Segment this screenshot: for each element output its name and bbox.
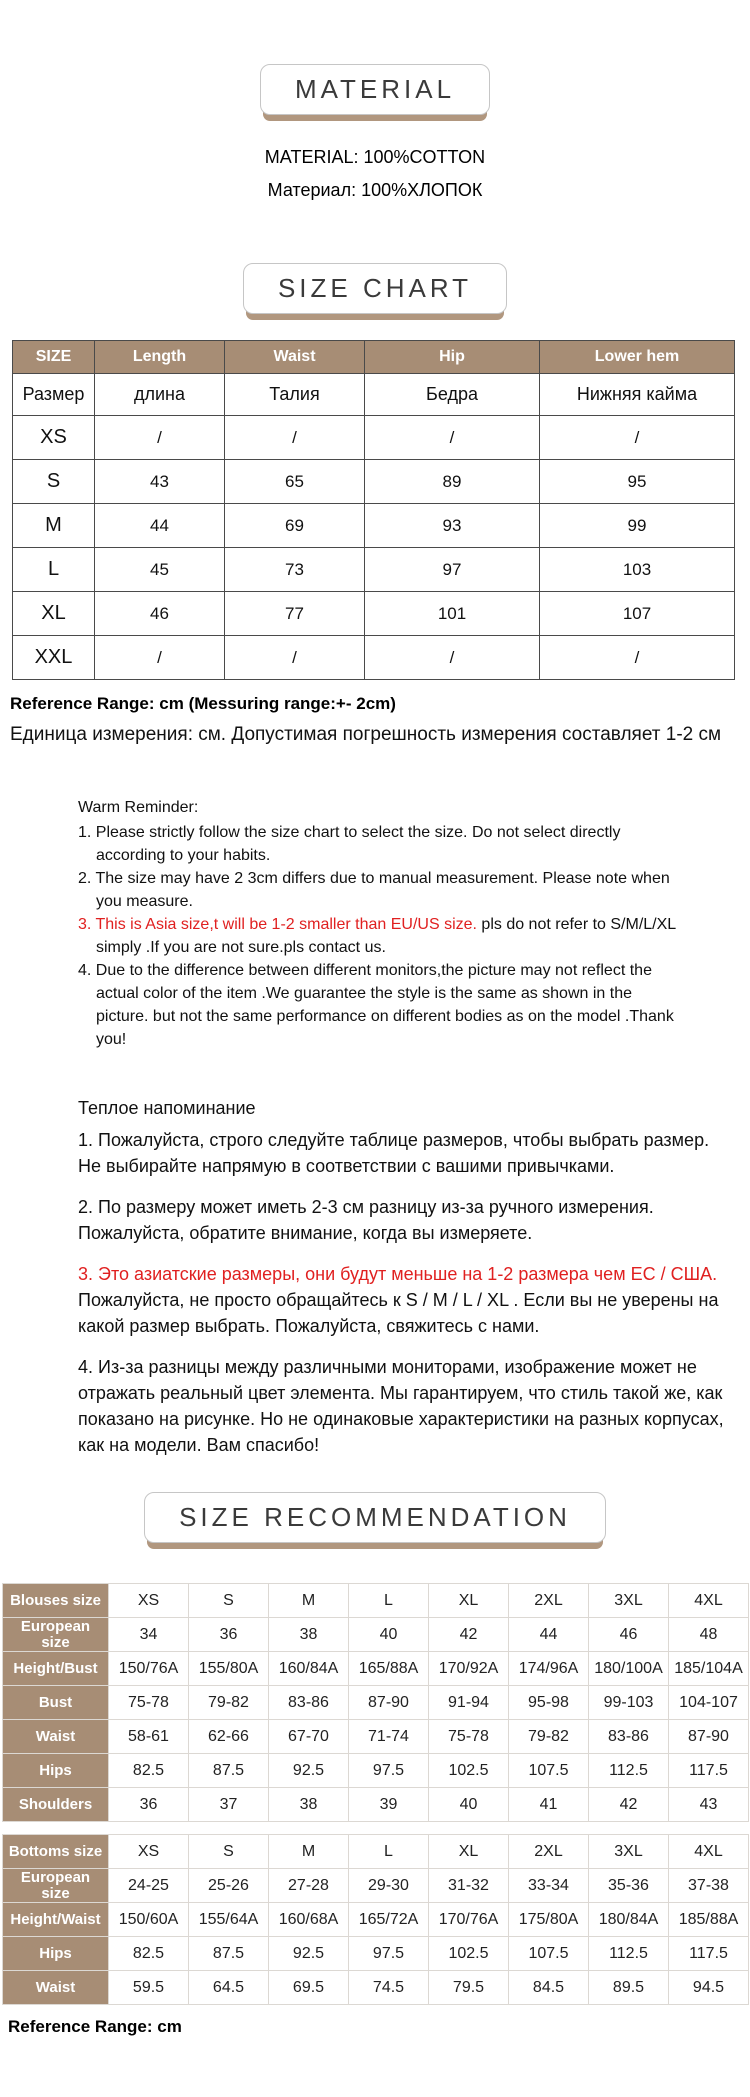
recommendation-value-cell: 107.5 bbox=[509, 1754, 589, 1788]
recommendation-value-cell: XS bbox=[109, 1584, 189, 1618]
material-info bbox=[0, 141, 750, 207]
recommendation-label-cell: Hips bbox=[3, 1754, 109, 1788]
recommendation-value-cell: 39 bbox=[349, 1788, 429, 1822]
warm-reminder-en bbox=[78, 796, 684, 1051]
recommendation-label-cell: Bottoms size bbox=[3, 1835, 109, 1869]
recommendation-row bbox=[3, 1937, 749, 1971]
recommendation-value-cell: 117.5 bbox=[669, 1754, 749, 1788]
recommendation-value-cell: 2XL bbox=[509, 1835, 589, 1869]
size-chart-value-cell: 69 bbox=[225, 504, 365, 548]
recommendation-value-cell: 2XL bbox=[509, 1584, 589, 1618]
recommendation-value-cell: 87.5 bbox=[189, 1937, 269, 1971]
size-chart-value-cell: 107 bbox=[540, 592, 735, 636]
column-header-length-ru: длина bbox=[95, 374, 225, 416]
warm-reminder-ru-item-1: 1. Пожалуйста, строго следуйте таблице размеров, чтобы выбрать размер. Не выбирайте напрямую в соответствии с вашими привычками. bbox=[78, 1130, 710, 1176]
recommendation-value-cell: 79-82 bbox=[189, 1686, 269, 1720]
recommendation-value-cell: 34 bbox=[109, 1618, 189, 1652]
recommendation-value-cell: 84.5 bbox=[509, 1971, 589, 2005]
size-chart-row bbox=[13, 460, 735, 504]
size-chart-value-cell: 46 bbox=[95, 592, 225, 636]
column-header-lower-hem: Lower hem bbox=[540, 341, 735, 374]
recommendation-value-cell: 48 bbox=[669, 1618, 749, 1652]
size-chart-size-cell: XL bbox=[13, 592, 95, 636]
size-chart-value-cell: 97 bbox=[365, 548, 540, 592]
column-header-hip: Hip bbox=[365, 341, 540, 374]
recommendation-value-cell: 83-86 bbox=[589, 1720, 669, 1754]
recommendation-reference: Reference Range: cm bbox=[8, 2017, 182, 2036]
recommendation-row bbox=[3, 1686, 749, 1720]
warm-reminder-item-4: 4. Due to the difference between different monitors,the picture may not reflect the actual color of the item .We guarantee the style is the same as shown in the picture. but not the same performance on different bodies as on the model .Thank you! bbox=[78, 962, 674, 1048]
recommendation-label-cell: Hips bbox=[3, 1937, 109, 1971]
size-chart-value-cell: 99 bbox=[540, 504, 735, 548]
column-header-hip-ru: Бедра bbox=[365, 374, 540, 416]
recommendation-value-cell: 165/88A bbox=[349, 1652, 429, 1686]
size-chart-header-row-en bbox=[13, 341, 735, 374]
warm-reminder-ru-item-3-rest: Пожалуйста, не просто обращайтесь к S / M / L / XL . Если вы не уверены на какой размер выбрать. Пожалуйста, свяжитесь с нами. bbox=[78, 1290, 719, 1336]
recommendation-value-cell: 150/60A bbox=[109, 1903, 189, 1937]
recommendation-value-cell: 74.5 bbox=[349, 1971, 429, 2005]
size-chart-section-header bbox=[0, 263, 750, 314]
recommendation-value-cell: 155/64A bbox=[189, 1903, 269, 1937]
recommendation-value-cell: 112.5 bbox=[589, 1937, 669, 1971]
material-line-en: MATERIAL: 100%COTTON bbox=[264, 147, 486, 167]
size-chart-value-cell: 43 bbox=[95, 460, 225, 504]
recommendation-value-cell: 87.5 bbox=[189, 1754, 269, 1788]
warm-reminder-ru-item-3-alert: 3. Это азиатские размеры, они будут меньше на 1-2 размера чем ЕС / США. bbox=[78, 1264, 718, 1284]
recommendation-value-cell: 117.5 bbox=[669, 1937, 749, 1971]
recommendation-value-cell: 94.5 bbox=[669, 1971, 749, 2005]
recommendation-value-cell: 41 bbox=[509, 1788, 589, 1822]
size-chart-row bbox=[13, 416, 735, 460]
size-chart-row bbox=[13, 636, 735, 680]
size-chart-value-cell: / bbox=[365, 636, 540, 680]
recommendation-value-cell: 27-28 bbox=[269, 1869, 349, 1903]
recommendation-row bbox=[3, 1788, 749, 1822]
recommendation-value-cell: 3XL bbox=[589, 1835, 669, 1869]
recommendation-value-cell: 95-98 bbox=[509, 1686, 589, 1720]
recommendation-value-cell: 150/76A bbox=[109, 1652, 189, 1686]
recommendation-value-cell: 37 bbox=[189, 1788, 269, 1822]
size-chart-value-cell: 89 bbox=[365, 460, 540, 504]
recommendation-value-cell: 170/92A bbox=[429, 1652, 509, 1686]
recommendation-value-cell: 40 bbox=[349, 1618, 429, 1652]
recommendation-label-cell: European size bbox=[3, 1869, 109, 1903]
recommendation-label-cell: Waist bbox=[3, 1971, 109, 2005]
recommendation-value-cell: 99-103 bbox=[589, 1686, 669, 1720]
recommendation-value-cell: 40 bbox=[429, 1788, 509, 1822]
recommendation-value-cell: 102.5 bbox=[429, 1937, 509, 1971]
material-title: MATERIAL bbox=[260, 64, 490, 115]
size-recommendation-title: SIZE RECOMMENDATION bbox=[144, 1492, 606, 1543]
recommendation-value-cell: 160/68A bbox=[269, 1903, 349, 1937]
recommendation-row bbox=[3, 1618, 749, 1652]
recommendation-value-cell: 91-94 bbox=[429, 1686, 509, 1720]
size-chart-body bbox=[13, 416, 735, 680]
size-chart-value-cell: / bbox=[365, 416, 540, 460]
recommendation-value-cell: 75-78 bbox=[109, 1686, 189, 1720]
recommendation-value-cell: M bbox=[269, 1584, 349, 1618]
recommendation-value-cell: 59.5 bbox=[109, 1971, 189, 2005]
recommendation-row bbox=[3, 1754, 749, 1788]
warm-reminder-item-3-rest: pls do not refer to S/M/L/XL simply .If you are not sure.pls contact us. bbox=[96, 916, 676, 956]
recommendation-value-cell: 46 bbox=[589, 1618, 669, 1652]
recommendation-value-cell: 29-30 bbox=[349, 1869, 429, 1903]
recommendation-value-cell: 35-36 bbox=[589, 1869, 669, 1903]
warm-reminder-item-2: 2. The size may have 2 3cm differs due to manual measurement. Please note when you measure. bbox=[78, 870, 670, 910]
recommendation-value-cell: 24-25 bbox=[109, 1869, 189, 1903]
recommendation-row bbox=[3, 1903, 749, 1937]
recommendation-row bbox=[3, 1652, 749, 1686]
recommendation-value-cell: 174/96A bbox=[509, 1652, 589, 1686]
recommendation-value-cell: 87-90 bbox=[349, 1686, 429, 1720]
size-chart-size-cell: S bbox=[13, 460, 95, 504]
warm-reminder-item-3-alert: 3. This is Asia size,t will be 1-2 smaller than EU/US size. bbox=[78, 916, 477, 933]
recommendation-value-cell: 155/80A bbox=[189, 1652, 269, 1686]
recommendation-value-cell: M bbox=[269, 1835, 349, 1869]
column-header-lower-hem-ru: Нижняя кайма bbox=[540, 374, 735, 416]
size-chart-table bbox=[12, 340, 735, 680]
warm-reminder-item-3 bbox=[78, 913, 684, 959]
recommendation-value-cell: 25-26 bbox=[189, 1869, 269, 1903]
recommendation-label-cell: Shoulders bbox=[3, 1788, 109, 1822]
recommendation-value-cell: S bbox=[189, 1835, 269, 1869]
size-chart-value-cell: / bbox=[540, 416, 735, 460]
size-chart-row bbox=[13, 504, 735, 548]
size-chart-size-cell: L bbox=[13, 548, 95, 592]
recommendation-value-cell: 31-32 bbox=[429, 1869, 509, 1903]
column-header-waist: Waist bbox=[225, 341, 365, 374]
recommendation-value-cell: 180/84A bbox=[589, 1903, 669, 1937]
recommendation-value-cell: 97.5 bbox=[349, 1754, 429, 1788]
recommendation-value-cell: S bbox=[189, 1584, 269, 1618]
rec-blouses-body bbox=[3, 1584, 749, 1822]
recommendation-label-cell: Blouses size bbox=[3, 1584, 109, 1618]
warm-reminder-ru-item-4: 4. Из-за разницы между различными мониторами, изображение может не отражать реальный цвет элемента. Мы гарантируем, что стиль такой же, как показано на рисунке. Но не одинаковые характеристики на разных корпусах, как на модели. Вам спасибо! bbox=[78, 1357, 724, 1455]
recommendation-row bbox=[3, 1869, 749, 1903]
recommendation-label-cell: Bust bbox=[3, 1686, 109, 1720]
recommendation-value-cell: 37-38 bbox=[669, 1869, 749, 1903]
size-chart-title: SIZE CHART bbox=[243, 263, 507, 314]
recommendation-value-cell: 102.5 bbox=[429, 1754, 509, 1788]
recommendation-value-cell: 89.5 bbox=[589, 1971, 669, 2005]
recommendation-value-cell: XS bbox=[109, 1835, 189, 1869]
recommendation-value-cell: 79.5 bbox=[429, 1971, 509, 2005]
column-header-size-ru: Размер bbox=[13, 374, 95, 416]
recommendation-label-cell: Height/Waist bbox=[3, 1903, 109, 1937]
recommendation-value-cell: 62-66 bbox=[189, 1720, 269, 1754]
recommendation-value-cell: 44 bbox=[509, 1618, 589, 1652]
recommendation-value-cell: 112.5 bbox=[589, 1754, 669, 1788]
recommendation-label-cell: European size bbox=[3, 1618, 109, 1652]
recommendation-value-cell: 175/80A bbox=[509, 1903, 589, 1937]
recommendation-label-cell: Height/Bust bbox=[3, 1652, 109, 1686]
column-header-length: Length bbox=[95, 341, 225, 374]
column-header-waist-ru: Талия bbox=[225, 374, 365, 416]
recommendation-value-cell: 97.5 bbox=[349, 1937, 429, 1971]
recommendation-value-cell: 4XL bbox=[669, 1584, 749, 1618]
recommendation-value-cell: 43 bbox=[669, 1788, 749, 1822]
recommendation-value-cell: 69.5 bbox=[269, 1971, 349, 2005]
recommendation-value-cell: 82.5 bbox=[109, 1754, 189, 1788]
recommendation-value-cell: 107.5 bbox=[509, 1937, 589, 1971]
warm-reminder-ru-item-2: 2. По размеру может иметь 2-3 см разницу из-за ручного измерения. Пожалуйста, обратите внимание, когда вы измеряете. bbox=[78, 1197, 654, 1243]
size-chart-value-cell: 77 bbox=[225, 592, 365, 636]
recommendation-value-cell: L bbox=[349, 1835, 429, 1869]
size-chart-value-cell: 45 bbox=[95, 548, 225, 592]
recommendation-value-cell: 42 bbox=[589, 1788, 669, 1822]
recommendation-value-cell: 170/76A bbox=[429, 1903, 509, 1937]
recommendation-row bbox=[3, 1971, 749, 2005]
size-chart-value-cell: 65 bbox=[225, 460, 365, 504]
recommendation-value-cell: 38 bbox=[269, 1618, 349, 1652]
recommendation-value-cell: 79-82 bbox=[509, 1720, 589, 1754]
recommendation-value-cell: 165/72A bbox=[349, 1903, 429, 1937]
recommendation-value-cell: 33-34 bbox=[509, 1869, 589, 1903]
size-chart-reference-ru: Единица измерения: см. Допустимая погрешность измерения составляет 1-2 см bbox=[10, 724, 722, 745]
material-section-header bbox=[0, 64, 750, 115]
size-chart-value-cell: / bbox=[225, 636, 365, 680]
material-line-ru: Материал: 100%ХЛОПОК bbox=[267, 180, 483, 200]
recommendation-value-cell: 75-78 bbox=[429, 1720, 509, 1754]
recommendation-value-cell: 82.5 bbox=[109, 1937, 189, 1971]
recommendation-row bbox=[3, 1584, 749, 1618]
size-chart-value-cell: / bbox=[540, 636, 735, 680]
blouses-size-table bbox=[2, 1583, 749, 1822]
recommendation-value-cell: 3XL bbox=[589, 1584, 669, 1618]
warm-reminder-ru-item-3 bbox=[78, 1261, 724, 1339]
recommendation-value-cell: 83-86 bbox=[269, 1686, 349, 1720]
size-chart-value-cell: 103 bbox=[540, 548, 735, 592]
recommendation-value-cell: XL bbox=[429, 1584, 509, 1618]
recommendation-value-cell: 160/84A bbox=[269, 1652, 349, 1686]
recommendation-value-cell: L bbox=[349, 1584, 429, 1618]
recommendation-value-cell: 71-74 bbox=[349, 1720, 429, 1754]
size-recommendation-section-header bbox=[0, 1492, 750, 1543]
recommendation-value-cell: 87-90 bbox=[669, 1720, 749, 1754]
size-chart-value-cell: / bbox=[95, 636, 225, 680]
size-chart-value-cell: 44 bbox=[95, 504, 225, 548]
size-chart-size-cell: XXL bbox=[13, 636, 95, 680]
size-chart-row bbox=[13, 548, 735, 592]
recommendation-value-cell: 67-70 bbox=[269, 1720, 349, 1754]
recommendation-value-cell: 58-61 bbox=[109, 1720, 189, 1754]
recommendation-row bbox=[3, 1835, 749, 1869]
warm-reminder-ru-title: Теплое напоминание bbox=[78, 1098, 256, 1118]
size-chart-value-cell: / bbox=[225, 416, 365, 460]
size-chart-size-cell: XS bbox=[13, 416, 95, 460]
bottoms-size-table bbox=[2, 1834, 749, 2005]
recommendation-row bbox=[3, 1720, 749, 1754]
recommendation-value-cell: 185/104A bbox=[669, 1652, 749, 1686]
size-chart-header-row-ru bbox=[13, 374, 735, 416]
size-chart-value-cell: 101 bbox=[365, 592, 540, 636]
warm-reminder-ru bbox=[78, 1095, 724, 1458]
recommendation-value-cell: 92.5 bbox=[269, 1754, 349, 1788]
warm-reminder-title: Warm Reminder: bbox=[78, 799, 199, 816]
recommendation-value-cell: 185/88A bbox=[669, 1903, 749, 1937]
rec-bottoms-body bbox=[3, 1835, 749, 2005]
warm-reminder-item-1: 1. Please strictly follow the size chart to select the size. Do not select directly according to your habits. bbox=[78, 824, 621, 864]
recommendation-value-cell: 180/100A bbox=[589, 1652, 669, 1686]
size-chart-value-cell: / bbox=[95, 416, 225, 460]
size-chart-row bbox=[13, 592, 735, 636]
size-chart-size-cell: M bbox=[13, 504, 95, 548]
recommendation-label-cell: Waist bbox=[3, 1720, 109, 1754]
recommendation-value-cell: XL bbox=[429, 1835, 509, 1869]
recommendation-value-cell: 36 bbox=[189, 1618, 269, 1652]
size-chart-value-cell: 73 bbox=[225, 548, 365, 592]
recommendation-value-cell: 38 bbox=[269, 1788, 349, 1822]
recommendation-value-cell: 64.5 bbox=[189, 1971, 269, 2005]
recommendation-value-cell: 36 bbox=[109, 1788, 189, 1822]
recommendation-value-cell: 42 bbox=[429, 1618, 509, 1652]
size-chart-value-cell: 95 bbox=[540, 460, 735, 504]
recommendation-value-cell: 92.5 bbox=[269, 1937, 349, 1971]
size-chart-value-cell: 93 bbox=[365, 504, 540, 548]
recommendation-value-cell: 4XL bbox=[669, 1835, 749, 1869]
recommendation-value-cell: 104-107 bbox=[669, 1686, 749, 1720]
size-chart-reference-en: Reference Range: cm (Messuring range:+- 2cm) bbox=[10, 694, 396, 713]
column-header-size: SIZE bbox=[13, 341, 95, 374]
